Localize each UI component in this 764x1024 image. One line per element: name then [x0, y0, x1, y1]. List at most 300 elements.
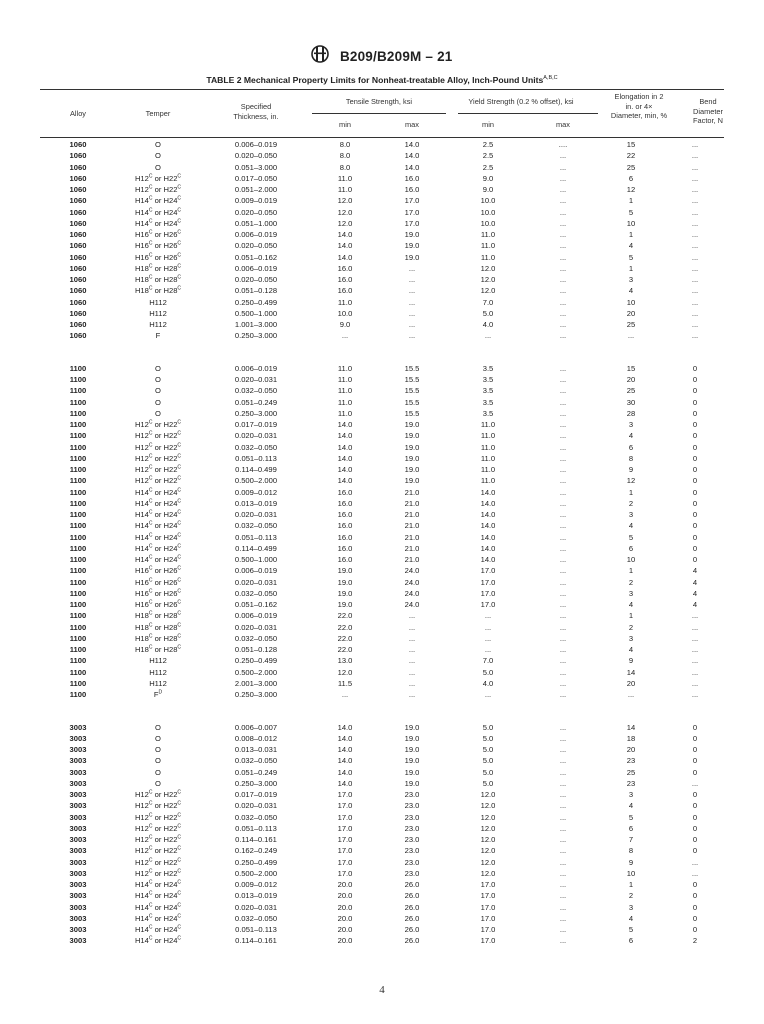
elongation-cell: 25 — [626, 767, 636, 777]
elongation-cell: 3 — [628, 275, 634, 284]
yield-max-cell: ... — [559, 408, 567, 418]
bend-factor-cell: 0 — [692, 767, 698, 777]
temper-cell: $H18^C$ or $H28^C$ — [134, 263, 182, 273]
elongation-cell: 3 — [628, 902, 634, 912]
thickness-cell: 0.500–2.000 — [234, 868, 278, 878]
table-title-footnotes: A,B,C — [543, 75, 558, 82]
yield-max-cell: ... — [559, 733, 567, 743]
col-header-yield-min: min — [482, 120, 494, 129]
yield-min-cell: 12.0 — [480, 790, 496, 799]
table-row — [40, 633, 724, 644]
temper-cell: H112 — [149, 678, 167, 688]
yield-max-cell: ... — [559, 331, 567, 341]
thickness-cell: 0.006–0.019 — [234, 363, 278, 373]
elongation-cell: 20 — [626, 375, 636, 384]
yield-min-cell: 10.0 — [480, 218, 496, 228]
yield-min-cell: 17.0 — [480, 902, 496, 912]
tensile-max-cell: 19.0 — [404, 476, 420, 486]
thickness-cell: 0.500–2.000 — [234, 476, 278, 486]
bend-factor-cell: 0 — [692, 465, 698, 474]
alloy-cell: 1100 — [69, 498, 87, 508]
yield-min-cell: 5.0 — [482, 745, 494, 754]
alloy-cell: 3003 — [69, 880, 87, 889]
elongation-cell: 4 — [628, 241, 634, 251]
yield-min-cell: 12.0 — [480, 263, 496, 273]
temper-cell: $H16^C$ or $H26^C$ — [134, 588, 182, 598]
elongation-cell: 2 — [628, 622, 634, 632]
table-header — [40, 89, 724, 138]
tensile-min-cell: ... — [341, 690, 349, 699]
bend-factor-cell: ... — [691, 690, 699, 699]
yield-min-cell: 14.0 — [480, 543, 496, 553]
elongation-cell: 9 — [628, 465, 634, 474]
alloy-cell: 1100 — [69, 555, 87, 564]
alloy-cell: 1060 — [69, 320, 87, 329]
yield-min-cell: 12.0 — [480, 812, 496, 822]
yield-min-cell: ... — [484, 645, 492, 654]
yield-min-cell: 3.5 — [482, 386, 494, 396]
elongation-cell: 5 — [628, 925, 634, 934]
table-row — [40, 385, 724, 396]
temper-cell: $H14^C$ or $H24^C$ — [134, 935, 182, 946]
temper-cell: $H14^C$ or $H24^C$ — [134, 554, 182, 564]
thickness-cell: 0.020–0.031 — [234, 375, 278, 384]
tensile-max-cell: 17.0 — [404, 218, 420, 228]
alloy-cell: 1100 — [69, 431, 87, 441]
bend-factor-cell: ... — [691, 230, 699, 239]
bend-factor-cell: 0 — [692, 801, 698, 811]
table-row — [40, 308, 724, 319]
table-row — [40, 744, 724, 755]
yield-max-cell: ... — [559, 498, 567, 508]
yield-max-cell: ... — [559, 790, 567, 799]
alloy-cell: 3003 — [69, 778, 87, 788]
temper-cell: $H18^C$ or $H28^C$ — [134, 621, 182, 632]
bend-factor-cell: ... — [691, 275, 699, 284]
bend-factor-cell: 0 — [692, 397, 698, 407]
elongation-cell: 5 — [628, 812, 634, 822]
tensile-min-cell: 14.0 — [337, 722, 353, 732]
thickness-cell: 0.051–0.162 — [234, 252, 278, 262]
table-row — [40, 800, 724, 811]
yield-max-cell: ... — [559, 252, 567, 262]
elongation-cell: 8 — [628, 453, 634, 463]
tensile-min-cell: 14.0 — [337, 756, 353, 766]
temper-cell: $H14^C$ or $H24^C$ — [134, 509, 182, 519]
thickness-cell: 0.009–0.012 — [234, 880, 278, 889]
thickness-cell: 0.114–0.161 — [235, 835, 277, 844]
yield-min-cell: 12.0 — [480, 275, 496, 284]
temper-cell: H112 — [149, 656, 167, 666]
tensile-max-cell: 23.0 — [404, 868, 420, 878]
thickness-cell: 0.051–0.113 — [235, 453, 277, 463]
thickness-cell: 0.032–0.050 — [234, 812, 278, 822]
tensile-min-cell: 12.0 — [337, 207, 353, 217]
table-row — [40, 207, 724, 218]
thickness-cell: 0.500–1.000 — [234, 308, 278, 318]
elongation-cell: 6 — [628, 173, 634, 183]
yield-min-cell: 14.0 — [480, 498, 496, 508]
yield-max-cell: ... — [559, 690, 567, 699]
tensile-max-cell: 24.0 — [404, 566, 420, 576]
elongation-cell: 23 — [626, 778, 636, 788]
tensile-max-cell: ... — [408, 633, 416, 643]
bend-factor-cell: ... — [691, 140, 699, 149]
table-row — [40, 184, 724, 195]
table-row — [40, 622, 724, 633]
alloy-cell: 1060 — [69, 162, 87, 172]
tensile-max-cell: ... — [408, 320, 416, 329]
yield-min-cell: 12.0 — [480, 801, 496, 811]
yield-min-cell: 5.0 — [482, 778, 494, 788]
temper-cell: $H12^C$ or $H22^C$ — [134, 834, 182, 844]
tensile-min-cell: 11.0 — [337, 185, 353, 194]
yield-min-cell: 2.5 — [482, 162, 494, 172]
tensile-min-cell: 14.0 — [337, 733, 353, 743]
tensile-max-cell: 19.0 — [404, 241, 420, 251]
alloy-cell: 1060 — [69, 151, 87, 161]
yield-max-cell: ... — [559, 465, 567, 474]
table-body — [40, 139, 724, 947]
alloy-cell: 1060 — [69, 241, 87, 251]
yield-max-cell: ... — [559, 241, 567, 251]
table-row — [40, 195, 724, 206]
yield-max-cell: ... — [559, 835, 567, 844]
yield-min-cell: 14.0 — [480, 521, 496, 531]
tensile-min-cell: 14.0 — [337, 241, 353, 251]
bend-factor-cell: 0 — [692, 363, 698, 373]
temper-cell: $H14^C$ or $H24^C$ — [134, 879, 182, 889]
yield-min-cell: 4.0 — [482, 320, 494, 329]
tensile-min-cell: 19.0 — [337, 577, 353, 587]
yield-min-cell: 17.0 — [480, 566, 496, 576]
tensile-min-cell: 16.0 — [337, 555, 353, 564]
tensile-max-cell: 26.0 — [404, 880, 420, 889]
bend-factor-cell: 4 — [692, 577, 698, 587]
tensile-max-cell: ... — [408, 308, 416, 318]
thickness-cell: 0.032–0.050 — [234, 588, 278, 598]
yield-min-cell: 10.0 — [480, 196, 496, 206]
bend-factor-cell: ... — [691, 252, 699, 262]
elongation-cell: ... — [627, 690, 635, 699]
yield-max-cell: ... — [559, 521, 567, 531]
table-row — [40, 532, 724, 543]
table-row — [40, 924, 724, 935]
yield-max-cell: ... — [559, 476, 567, 486]
table-row — [40, 374, 724, 385]
yield-min-cell: 7.0 — [482, 297, 494, 307]
tensile-max-cell: 19.0 — [404, 756, 420, 766]
table-row — [40, 767, 724, 778]
alloy-cell: 3003 — [69, 790, 87, 799]
yield-min-cell: 10.0 — [480, 207, 496, 217]
bend-factor-cell: 0 — [692, 880, 698, 889]
temper-cell: O — [155, 778, 161, 788]
bend-factor-cell: 4 — [692, 588, 698, 598]
bend-factor-cell: ... — [691, 286, 699, 296]
table-row — [40, 252, 724, 263]
thickness-cell: 0.032–0.050 — [234, 521, 278, 531]
tensile-max-cell: ... — [408, 331, 416, 341]
yield-max-cell: ... — [559, 891, 567, 901]
yield-min-cell: 3.5 — [482, 375, 494, 384]
elongation-cell: 1 — [628, 566, 634, 576]
table-row — [40, 139, 724, 150]
bend-factor-cell: ... — [691, 207, 699, 217]
alloy-cell: 1060 — [69, 207, 87, 217]
yield-min-cell: 17.0 — [480, 936, 496, 946]
alloy-cell: 3003 — [69, 868, 87, 878]
tensile-max-cell: ... — [408, 690, 416, 699]
bend-factor-cell: 0 — [692, 375, 698, 384]
yield-min-cell: 12.0 — [480, 835, 496, 844]
table-row — [40, 520, 724, 531]
tensile-max-cell: 26.0 — [404, 902, 420, 912]
elongation-cell: 3 — [628, 790, 634, 799]
astm-logo-icon — [311, 44, 329, 69]
page-number: 4 — [379, 984, 385, 996]
bend-factor-cell: 0 — [692, 722, 698, 732]
elongation-cell: 18 — [626, 733, 636, 743]
alloy-cell: 1100 — [69, 588, 87, 598]
table-row — [40, 498, 724, 509]
alloy-cell: 1100 — [69, 690, 87, 699]
elongation-cell: 2 — [628, 577, 634, 587]
alloy-cell: 1100 — [69, 566, 87, 576]
elongation-cell: 8 — [628, 846, 634, 856]
bend-factor-cell: ... — [691, 331, 699, 341]
yield-max-cell: ... — [559, 756, 567, 766]
bend-factor-cell: ... — [691, 185, 699, 194]
elongation-cell: 20 — [626, 308, 636, 318]
tensile-min-cell: 16.0 — [337, 532, 353, 542]
thickness-cell: 0.051–1.000 — [234, 218, 278, 228]
alloy-cell: 3003 — [69, 913, 87, 923]
thickness-cell: 0.020–0.031 — [234, 577, 278, 587]
tensile-max-cell: 26.0 — [404, 891, 420, 901]
tensile-min-cell: 19.0 — [337, 600, 353, 609]
temper-cell: O — [155, 162, 161, 172]
yield-max-cell: ... — [559, 320, 567, 329]
tensile-min-cell: 14.0 — [337, 476, 353, 486]
temper-cell: O — [155, 386, 161, 396]
bend-factor-cell: 0 — [692, 891, 698, 901]
yield-max-cell: ... — [559, 902, 567, 912]
temper-cell: $H16^C$ or $H26^C$ — [134, 251, 182, 262]
elongation-cell: 25 — [626, 386, 636, 396]
yield-min-cell: 3.5 — [482, 397, 494, 407]
elongation-cell: 15 — [626, 363, 636, 373]
yield-max-cell: ... — [559, 633, 567, 643]
tensile-min-cell: 13.0 — [337, 656, 353, 666]
elongation-cell: 10 — [626, 868, 636, 878]
temper-cell: $H18^C$ or $H28^C$ — [134, 633, 182, 643]
table-row — [40, 902, 724, 913]
temper-cell: $H14^C$ or $H24^C$ — [134, 520, 182, 531]
table-row — [40, 778, 724, 789]
thickness-cell: 0.013–0.019 — [234, 498, 278, 508]
table-title: TABLE 2 Mechanical Property Limits for Nonheat-treatable Alloy, Inch-Pound Units$^{A,B,C}$ — [206, 75, 558, 85]
elongation-cell: 22 — [626, 151, 636, 161]
elongation-cell: 12 — [626, 185, 636, 194]
yield-max-cell: ... — [559, 880, 567, 889]
table-row — [40, 644, 724, 655]
table-row — [40, 935, 724, 946]
temper-cell: $F^D$ — [153, 689, 163, 699]
thickness-cell: 0.114–0.499 — [235, 465, 277, 474]
temper-cell: O — [155, 408, 161, 418]
elongation-cell: 7 — [628, 835, 634, 844]
table-row — [40, 857, 724, 868]
bend-factor-cell: ... — [691, 645, 699, 654]
yield-min-cell: ... — [484, 690, 492, 699]
alloy-cell: 1100 — [69, 510, 87, 519]
table-row — [40, 330, 724, 341]
alloy-cell: 1100 — [69, 487, 87, 497]
elongation-cell: 6 — [628, 543, 634, 553]
thickness-cell: 0.032–0.050 — [234, 913, 278, 923]
thickness-cell: 0.500–1.000 — [234, 555, 278, 564]
yield-min-cell: ... — [484, 633, 492, 643]
tensile-max-cell: 19.0 — [404, 722, 420, 732]
bend-factor-cell: ... — [691, 218, 699, 228]
tensile-max-cell: 23.0 — [404, 835, 420, 844]
temper-cell: $H12^C$ or $H22^C$ — [134, 173, 182, 183]
yield-min-cell: 11.0 — [480, 476, 496, 486]
yield-max-cell: ... — [559, 442, 567, 452]
alloy-cell: 3003 — [69, 846, 87, 856]
yield-min-cell: 9.0 — [482, 173, 494, 183]
temper-cell: $H14^C$ or $H24^C$ — [134, 901, 182, 912]
tensile-min-cell: 11.0 — [337, 386, 353, 396]
table-row — [40, 789, 724, 800]
alloy-cell: 1100 — [69, 577, 87, 587]
thickness-cell: 0.020–0.050 — [234, 275, 278, 284]
bend-factor-cell: ... — [691, 611, 699, 621]
yield-max-cell: ... — [559, 151, 567, 161]
thickness-cell: 0.250–3.000 — [234, 690, 278, 699]
tensile-min-cell: 22.0 — [337, 645, 353, 654]
elongation-cell: 5 — [628, 532, 634, 542]
bend-factor-cell: 0 — [692, 756, 698, 766]
tensile-min-cell: 16.0 — [337, 286, 353, 296]
bend-factor-cell: ... — [691, 857, 699, 867]
tensile-min-cell: 14.0 — [337, 442, 353, 452]
tensile-max-cell: ... — [408, 656, 416, 666]
temper-cell: O — [155, 375, 161, 384]
thickness-cell: 0.051–0.162 — [234, 600, 278, 609]
alloy-cell: 1100 — [69, 667, 87, 677]
tensile-min-cell: 20.0 — [337, 913, 353, 923]
alloy-cell: 1060 — [69, 196, 87, 206]
table-row — [40, 453, 724, 464]
tensile-max-cell: 19.0 — [404, 733, 420, 743]
table-row — [40, 599, 724, 610]
tensile-max-cell: 21.0 — [404, 510, 420, 519]
elongation-cell: 14 — [626, 722, 636, 732]
tensile-max-cell: 17.0 — [404, 207, 420, 217]
yield-min-cell: 5.0 — [482, 308, 494, 318]
alloy-cell: 1100 — [69, 453, 87, 463]
tensile-max-cell: 23.0 — [404, 801, 420, 811]
temper-cell: $H12^C$ or $H22^C$ — [134, 811, 182, 822]
alloy-cell: 1060 — [69, 173, 87, 183]
tensile-min-cell: 16.0 — [337, 263, 353, 273]
temper-cell: H112 — [149, 667, 167, 677]
tensile-min-cell: 17.0 — [337, 812, 353, 822]
alloy-cell: 1060 — [69, 275, 87, 284]
elongation-cell: 1 — [628, 230, 634, 239]
temper-cell: O — [155, 140, 161, 149]
elongation-cell: 14 — [626, 667, 636, 677]
elongation-cell: 1 — [628, 487, 634, 497]
thickness-cell: 0.013–0.031 — [234, 745, 278, 754]
tensile-min-cell: 22.0 — [337, 622, 353, 632]
tensile-min-cell: 10.0 — [337, 308, 353, 318]
alloy-cell: 1060 — [69, 297, 87, 307]
yield-max-cell: ... — [559, 196, 567, 206]
alloy-cell: 1060 — [69, 263, 87, 273]
yield-min-cell: 17.0 — [480, 925, 496, 934]
yield-max-cell: ... — [559, 722, 567, 732]
table-row — [40, 297, 724, 308]
thickness-cell: 0.051–0.249 — [234, 767, 278, 777]
temper-cell: $H12^C$ or $H22^C$ — [134, 419, 182, 429]
thickness-cell: 0.017–0.050 — [234, 173, 278, 183]
alloy-cell: 1100 — [69, 611, 87, 621]
tensile-min-cell: 19.0 — [337, 588, 353, 598]
bend-factor-cell: 0 — [692, 431, 698, 441]
yield-max-cell: ... — [559, 487, 567, 497]
elongation-cell: 1 — [628, 263, 634, 273]
bend-factor-cell: ... — [691, 868, 699, 878]
temper-cell: $H12^C$ or $H22^C$ — [134, 430, 182, 441]
tensile-min-cell: 14.0 — [337, 745, 353, 754]
col-header-yield: Yield Strength (0.2 % offset), ksi — [468, 97, 574, 106]
tensile-max-cell: 15.5 — [404, 363, 420, 373]
yield-max-cell: ... — [559, 532, 567, 542]
alloy-cell: 3003 — [69, 925, 87, 934]
group-spacer — [40, 342, 724, 363]
yield-min-cell: 12.0 — [480, 868, 496, 878]
elongation-cell: 4 — [628, 431, 634, 441]
temper-cell: $H14^C$ or $H24^C$ — [134, 543, 182, 553]
temper-cell: $H16^C$ or $H26^C$ — [134, 599, 182, 609]
alloy-cell: 1100 — [69, 420, 87, 429]
thickness-cell: 0.032–0.050 — [234, 756, 278, 766]
table-row — [40, 464, 724, 475]
tensile-max-cell: 19.0 — [404, 778, 420, 788]
yield-max-cell: ... — [559, 600, 567, 609]
table-row — [40, 173, 724, 184]
thickness-cell: 0.006–0.019 — [234, 566, 278, 576]
tensile-min-cell: 22.0 — [337, 633, 353, 643]
tensile-min-cell: 20.0 — [337, 891, 353, 901]
yield-max-cell: ... — [559, 611, 567, 621]
bend-factor-cell: 0 — [692, 386, 698, 396]
bend-factor-cell: 4 — [692, 600, 698, 609]
tensile-max-cell: 14.0 — [404, 151, 420, 161]
yield-max-cell: ... — [559, 555, 567, 564]
yield-min-cell: 7.0 — [482, 656, 494, 666]
tensile-min-cell: 14.0 — [337, 465, 353, 474]
elongation-cell: 3 — [628, 588, 634, 598]
tensile-max-cell: 23.0 — [404, 857, 420, 867]
yield-min-cell: 5.0 — [482, 767, 494, 777]
thickness-cell: 0.051–3.000 — [234, 162, 278, 172]
alloy-cell: 1100 — [69, 465, 87, 474]
temper-cell: O — [155, 722, 161, 732]
